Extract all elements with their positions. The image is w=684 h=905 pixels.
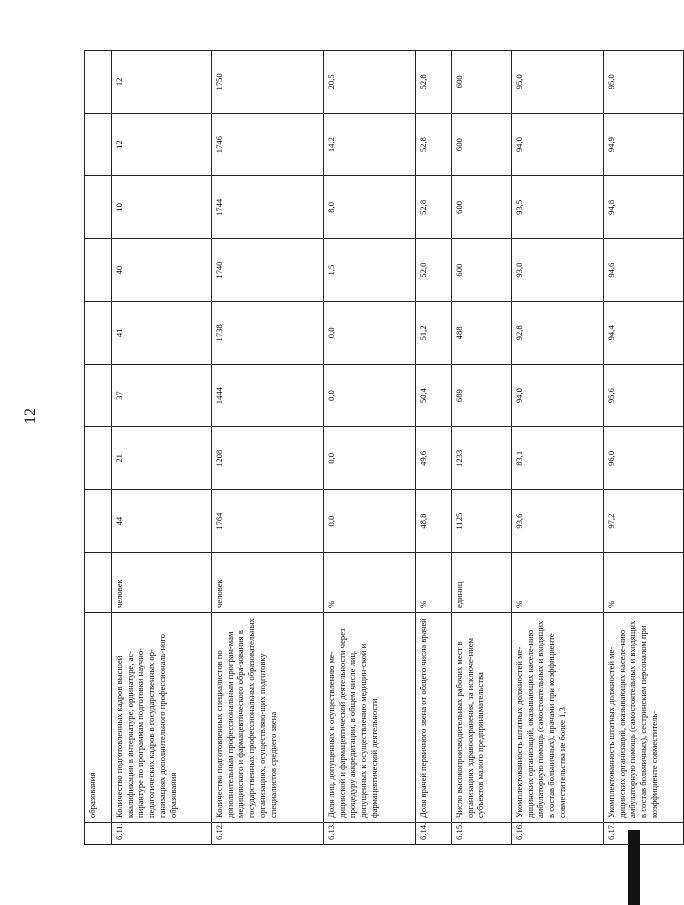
indicator-name: Доля врачей первичного звена от общего числа врачей [416,613,452,823]
unit: человек [212,553,324,613]
value-cell: 94,9 [604,113,684,176]
value-cell: 600 [452,51,512,114]
row-number: 6.17. [604,823,684,845]
value-cell: 1744 [212,176,324,239]
value-cell: 51,2 [416,302,452,365]
row-number: 6.12. [212,823,324,845]
value-cell: 94,4 [604,302,684,365]
value-cell: 52,8 [416,113,452,176]
value-cell: 93,0 [512,239,604,302]
value-cell: 41 [112,302,212,365]
value-cell: 1208 [212,427,324,490]
row-number: 6.16. [512,823,604,845]
table-row [416,51,452,845]
row-number: 6.15. [452,823,512,845]
table-row [324,51,416,845]
value-cell: 49,6 [416,427,452,490]
value-cell: 12 [112,51,212,114]
value-cell: 1740 [212,239,324,302]
value-cell: 1,5 [324,239,416,302]
unit: % [416,553,452,613]
indicator-name: Количество подготовленных специалистов по дополнительным профессиональным програм-мам медицинского и фармацевтического обра-зования в государственных профессиональных образовательных организациях, осуществляю-щих подготовку специалистов среднего звена [212,613,324,823]
value-cell: 95,0 [512,51,604,114]
value-cell: 600 [452,239,512,302]
value-cell: 52,8 [416,51,452,114]
value-cell: 94,8 [604,176,684,239]
unit: % [604,553,684,613]
value-cell: 14,2 [324,113,416,176]
value-cell: 37 [112,364,212,427]
value-cell: 83,1 [512,427,604,490]
continuation-header: образования [85,613,112,823]
value-cell: 0,0 [324,427,416,490]
table-row [512,51,604,845]
value-cell: 52,8 [416,176,452,239]
value-cell: 21 [112,427,212,490]
indicator-name: Укомплектованность штатных должностей ме-дицинских организаций, оказывающих населе-нию амбулаторную помощь (самостоятельных и входящих в состав больничных), сестринским персоналом при коэффициенте совместитель- [604,613,684,823]
value-cell: 94,0 [512,113,604,176]
value-cell: 0,0 [324,302,416,365]
value-cell: 689 [452,364,512,427]
indicator-name: Число высокопроизводительных рабочих мест в организациях здравоохранения, за исключе-нием субъектов малого предпринимательства [452,613,512,823]
value-cell: 97,2 [604,490,684,553]
row-number: 6.13. [324,823,416,845]
value-cell: 95,0 [604,51,684,114]
unit: человек [112,553,212,613]
value-cell: 92,8 [512,302,604,365]
rotated-table-container [84,50,659,845]
value-cell: 600 [452,176,512,239]
table-row [112,51,212,845]
value-cell: 95,6 [604,364,684,427]
value-cell: 10 [112,176,212,239]
table-row [452,51,512,845]
value-cell: 20,5 [324,51,416,114]
value-cell: 12 [112,113,212,176]
indicators-table [84,50,684,845]
value-cell: 8,0 [324,176,416,239]
value-cell: 0,0 [324,490,416,553]
page-edge-mark [628,830,640,905]
value-cell: 93,6 [512,490,604,553]
value-cell: 48,8 [416,490,452,553]
value-cell: 40 [112,239,212,302]
value-cell: 600 [452,113,512,176]
value-cell: 96,0 [604,427,684,490]
value-cell: 1764 [212,490,324,553]
unit: единиц [452,553,512,613]
value-cell: 1233 [452,427,512,490]
value-cell: 50,4 [416,364,452,427]
cell-num-empty [85,823,112,845]
value-cell: 1125 [452,490,512,553]
value-cell: 488 [452,302,512,365]
table-row [604,51,684,845]
value-cell: 52,0 [416,239,452,302]
value-cell: 0,0 [324,364,416,427]
indicator-name: Доля лиц, допущенных к осуществлению ме-дицинской и фармацевтической деятельности через процедуру аккредитации, в общем числе лиц, допущенных к осуществлению медицин-ской и фармацевтической деятельности [324,613,416,823]
value-cell: 1750 [212,51,324,114]
value-cell: 1738 [212,302,324,365]
page-number: 12 [22,408,39,424]
value-cell: 93,5 [512,176,604,239]
row-number: 6.14. [416,823,452,845]
unit: % [512,553,604,613]
unit: % [324,553,416,613]
value-cell: 1444 [212,364,324,427]
row-number: 6.11. [112,823,212,845]
table-row-continuation [85,51,112,845]
indicator-name: Количество подготовленных кадров высшей квалификации в интернатуре, ординатуре, ас-пирантуре по программам подготовки научно-педагогических кадров в государственных ор-ганизациях дополнительного профессиональ-ного образования [112,613,212,823]
indicator-name: Укомплектованность штатных должностей ме-дицинских организаций, оказывающих населе-нию амбулаторную помощь (самостоятельных и входящих в состав больничных), врачами при коэффициенте совместительства не более 1,3 [512,613,604,823]
value-cell: 1746 [212,113,324,176]
value-cell: 94,0 [512,364,604,427]
value-cell: 44 [112,490,212,553]
table-row [212,51,324,845]
value-cell: 94,6 [604,239,684,302]
